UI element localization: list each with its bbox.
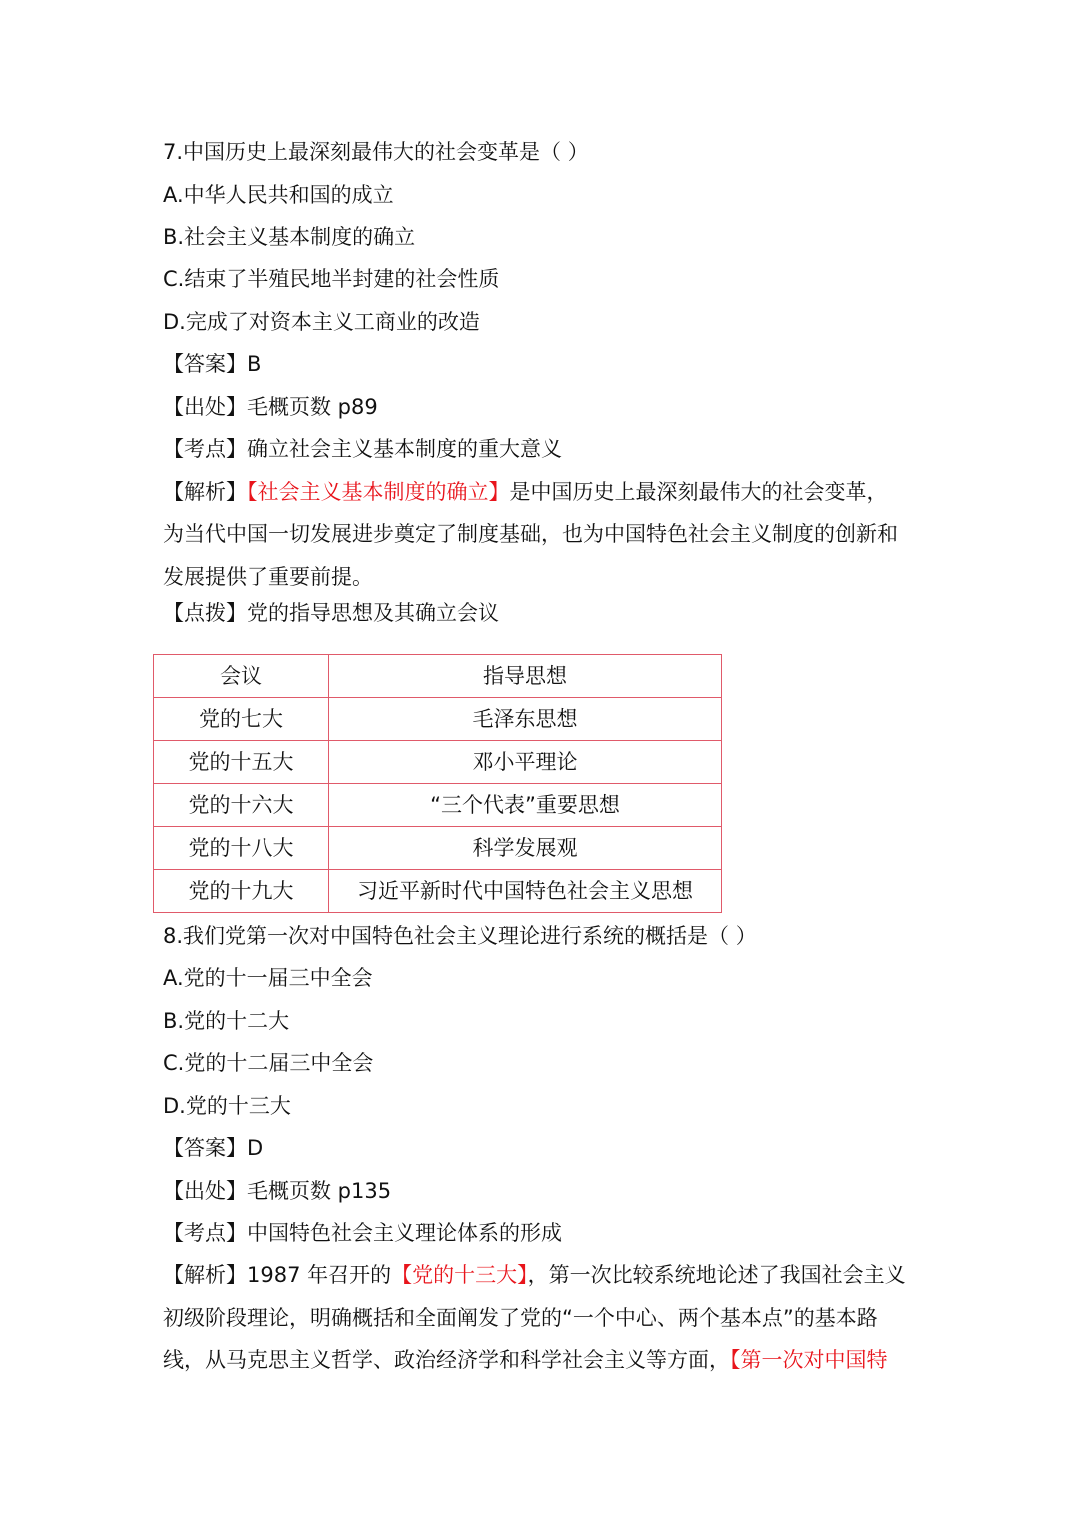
q8-source-label: 【出处】 (163, 1179, 247, 1203)
table-cell-thought: 习近平新时代中国特色社会主义思想 (329, 870, 722, 913)
q8-analysis-line-2: 初级阶段理论，明确概括和全面阐发了党的“一个中心、两个基本点”的基本路 (163, 1306, 878, 1330)
q8-source-line (163, 1177, 923, 1205)
q7-option-a: A.中华人民共和国的成立 (163, 183, 394, 207)
q8-point-label: 【考点】 (163, 1221, 247, 1245)
table-header-row (154, 655, 722, 698)
q8-option-b: B.党的十二大 (163, 1009, 290, 1033)
q7-analysis-line-2: 为当代中国一切发展进步奠定了制度基础，也为中国特色社会主义制度的创新和 (163, 522, 898, 546)
q8-question: 8.我们党第一次对中国特色社会主义理论进行系统的概括是（ ） (163, 924, 757, 948)
q7-option-c: C.结束了半殖民地半封建的社会性质 (163, 267, 500, 291)
q7-tip-label: 【点拨】 (163, 601, 247, 625)
q7-analysis-label: 【解析】 (163, 480, 247, 504)
q7-analysis-highlight: 【社会主义基本制度的确立】 (247, 480, 510, 504)
q8-option-d: D.党的十三大 (163, 1094, 291, 1118)
q7-point-value: 确立社会主义基本制度的重大意义 (247, 437, 562, 461)
table-header-thought: 指导思想 (329, 655, 722, 698)
table-row (154, 784, 722, 827)
q7-analysis-line-3: 发展提供了重要前提。 (163, 565, 373, 589)
q8-option-c: C.党的十二届三中全会 (163, 1051, 374, 1075)
q8-answer-value: D (247, 1136, 264, 1160)
q8-analysis-pre: 1987 年召开的 (247, 1263, 392, 1287)
q7-analysis-rest: 是中国历史上最深刻最伟大的社会变革， (509, 480, 888, 504)
table-cell-thought: 科学发展观 (329, 827, 722, 870)
q7-answer-label: 【答案】 (163, 352, 247, 376)
q8-analysis-line-3 (163, 1346, 923, 1374)
q7-source-value: 毛概页数 p89 (247, 395, 378, 419)
q8-analysis-highlight: 【党的十三大】 (391, 1263, 528, 1287)
table-header-meeting: 会议 (154, 655, 329, 698)
q8-point-line (163, 1219, 923, 1247)
q7-option-d: D.完成了对资本主义工商业的改造 (163, 310, 480, 334)
table-cell-meeting: 党的十五大 (154, 741, 329, 784)
q8-answer-label: 【答案】 (163, 1136, 247, 1160)
table-cell-thought: 毛泽东思想 (329, 698, 722, 741)
q7-source-line (163, 393, 923, 421)
q7-point-line (163, 435, 923, 463)
q7-question: 7.中国历史上最深刻最伟大的社会变革是（ ） (163, 140, 589, 164)
q7-tip-value: 党的指导思想及其确立会议 (247, 601, 499, 625)
q8-answer-line (163, 1134, 923, 1162)
q8-option-a: A.党的十一届三中全会 (163, 966, 373, 990)
table-cell-meeting: 党的十六大 (154, 784, 329, 827)
q8-analysis-line3-highlight: 【第一次对中国特 (730, 1348, 888, 1372)
table-cell-meeting: 党的十九大 (154, 870, 329, 913)
q8-source-value: 毛概页数 p135 (247, 1179, 392, 1203)
table-cell-thought: 邓小平理论 (329, 741, 722, 784)
table-cell-meeting: 党的七大 (154, 698, 329, 741)
q7-tip-line (163, 599, 923, 627)
guiding-thought-table (153, 654, 722, 913)
q8-analysis-line3-pre: 线，从马克思主义哲学、政治经济学和科学社会主义等方面， (163, 1348, 730, 1372)
q7-point-label: 【考点】 (163, 437, 247, 461)
q7-analysis-line-1 (163, 478, 923, 506)
table-row (154, 741, 722, 784)
q8-analysis-label: 【解析】 (163, 1263, 247, 1287)
q8-point-value: 中国特色社会主义理论体系的形成 (247, 1221, 562, 1245)
q7-answer-value: B (247, 352, 262, 376)
table-row (154, 827, 722, 870)
q7-option-b: B.社会主义基本制度的确立 (163, 225, 416, 249)
table-row (154, 870, 722, 913)
q7-source-label: 【出处】 (163, 395, 247, 419)
table-cell-meeting: 党的十八大 (154, 827, 329, 870)
table-cell-thought: “三个代表”重要思想 (329, 784, 722, 827)
q8-analysis-line-1 (163, 1261, 923, 1289)
q7-answer-line (163, 350, 923, 378)
q8-analysis-rest: ，第一次比较系统地论述了我国社会主义 (527, 1263, 906, 1287)
table-row (154, 698, 722, 741)
